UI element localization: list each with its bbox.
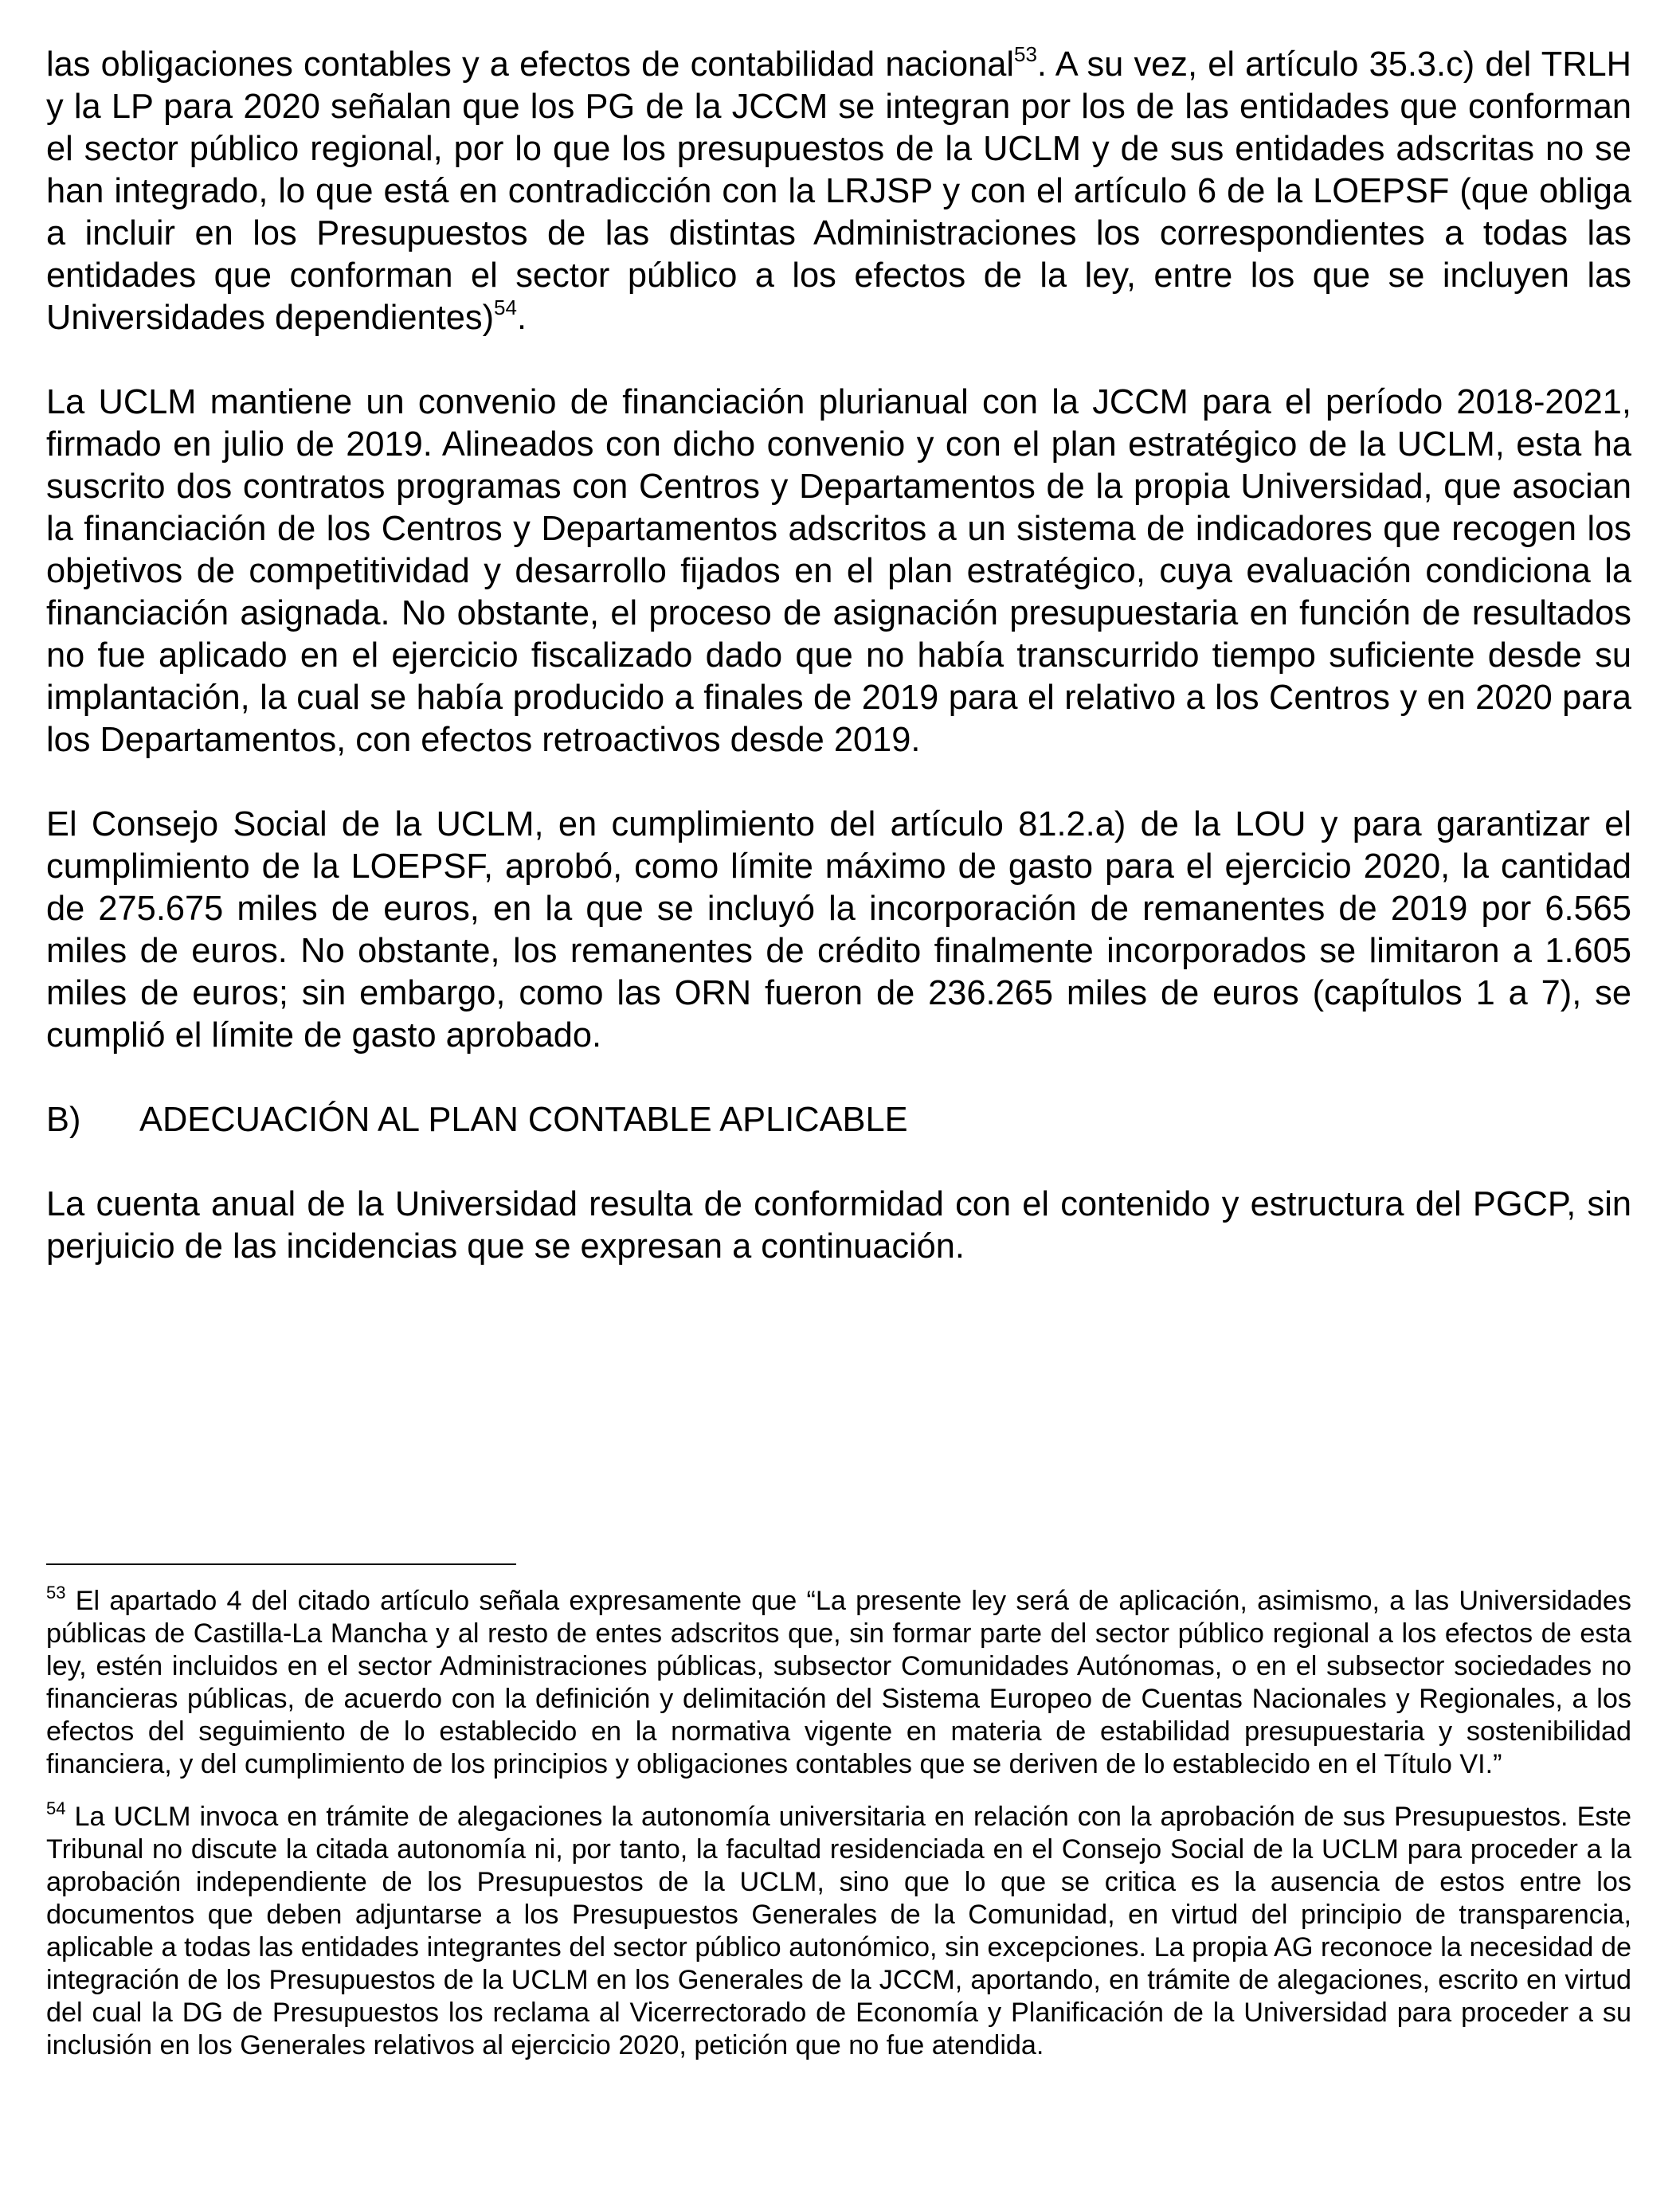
footnote-number: 53 xyxy=(46,1583,66,1602)
paragraph-1: las obligaciones contables y a efectos de contabilidad nacional$^{53}$. A su vez, el artículo 35.3.c) del TRLH y la LP para 2020 señalan que los PG de la JCCM se integran por los de las entidades que conforman el sector público regional, por lo que los presupuestos de la UCLM y de sus entidades adscritas no se han integrado, lo que está en contradicción con la LRJSP y con el artículo 6 de la LOEPSF (que obliga a incluir en los Presupuestos de las distintas Administraciones los correspondientes a todas las entidades que conforman el sector público a los efectos de la ley, entre los que se incluyen las Universidades dependientes)$^{54}$. xyxy=(46,42,1631,337)
paragraph-2: La UCLM mantiene un convenio de financiación plurianual con la JCCM para el período 2018-2021, firmado en julio de 2019. Alineados con dicho convenio y con el plan estratégico de la UCLM, esta ha suscrito dos contratos programas con Centros y Departamentos de la propia Universidad, que asocian la financiación de los Centros y Departamentos adscritos a un sistema de indicadores que recogen los objetivos de competitividad y desarrollo fijados en el plan estratégico, cuya evaluación condiciona la financiación asignada. No obstante, el proceso de asignación presupuestaria en función de resultados no fue aplicado en el ejercicio fiscalizado dado que no había transcurrido tiempo suficiente desde su implantación, la cual se había producido a finales de 2019 para el relativo a los Centros y en 2020 para los Departamentos, con efectos retroactivos desde 2019. xyxy=(46,383,1631,759)
section-heading xyxy=(46,1099,1631,1141)
footnote-separator xyxy=(46,1563,516,1565)
paragraph-4: La cuenta anual de la Universidad resulta de conformidad con el contenido y estructura del PGCP, sin perjuicio de las incidencias que se expresan a continuación. xyxy=(46,1185,1631,1266)
footnote-54: $^{54}$ La UCLM invoca en trámite de alegaciones la autonomía universitaria en relación con la aprobación de sus Presupuestos. Este Tribunal no discute la citada autonomía ni, por tanto, la facultad residenciada en el Consejo Social de la UCLM para proceder a la aprobación independiente de los Presupuestos de la UCLM, sino que lo que se critica es la ausencia de estos entre los documentos que deben adjuntarse a los Presupuestos Generales de la Comunidad, en virtud del principio de transparencia, aplicable a todas las entidades integrantes del sector público autonómico, sin excepciones. La propia AG reconoce la necesidad de integración de los Presupuestos de la UCLM en los Generales de la JCCM, aportando, en trámite de alegaciones, escrito en virtud del cual la DG de Presupuestos los reclama al Vicerrectorado de Economía y Planificación de la Universidad para proceder a su inclusión en los Generales relativos al ejercicio 2020, petición que no fue atendida. xyxy=(46,1798,1631,2060)
body-text xyxy=(46,44,1631,1310)
footnote-ref-54[interactable]: 54 xyxy=(494,295,517,319)
section-title: ADECUACIÓN AL PLAN CONTABLE APLICABLE xyxy=(139,1101,908,1139)
footnote-53: $^{53}$ El apartado 4 del citado artículo señala expresamente que “La presente ley será de aplicación, asimismo, a las Universidades públicas de Castilla-La Mancha y al resto de entes adscritos que, sin formar parte del sector público regional a los efectos de esta ley, estén incluidos en el sector Administraciones públicas, subsector Comunidades Autónomas, o en el subsector sociedades no financieras públicas, de acuerdo con la definición y delimitación del Sistema Europeo de Cuentas Nacionales y Regionales, a los efectos del seguimiento de lo establecido en la normativa vigente en materia de estabilidad presupuestaria y sostenibilidad financiera, y del cumplimiento de los principios y obligaciones contables que se deriven de lo establecido en el Título VI.” xyxy=(46,1583,1631,1779)
footnotes xyxy=(46,1585,1631,2082)
section-letter: B) xyxy=(46,1101,81,1139)
footnote-ref-53[interactable]: 53 xyxy=(1014,42,1037,66)
paragraph-3: El Consejo Social de la UCLM, en cumplimiento del artículo 81.2.a) de la LOU y para garantizar el cumplimiento de la LOEPSF, aprobó, como límite máximo de gasto para el ejercicio 2020, la cantidad de 275.675 miles de euros, en la que se incluyó la incorporación de remanentes de 2019 por 6.565 miles de euros. No obstante, los remanentes de crédito finalmente incorporados se limitaron a 1.605 miles de euros; sin embargo, como las ORN fueron de 236.265 miles de euros (capítulos 1 a 7), se cumplió el límite de gasto aprobado. xyxy=(46,805,1631,1055)
footnote-number: 54 xyxy=(46,1798,66,1818)
